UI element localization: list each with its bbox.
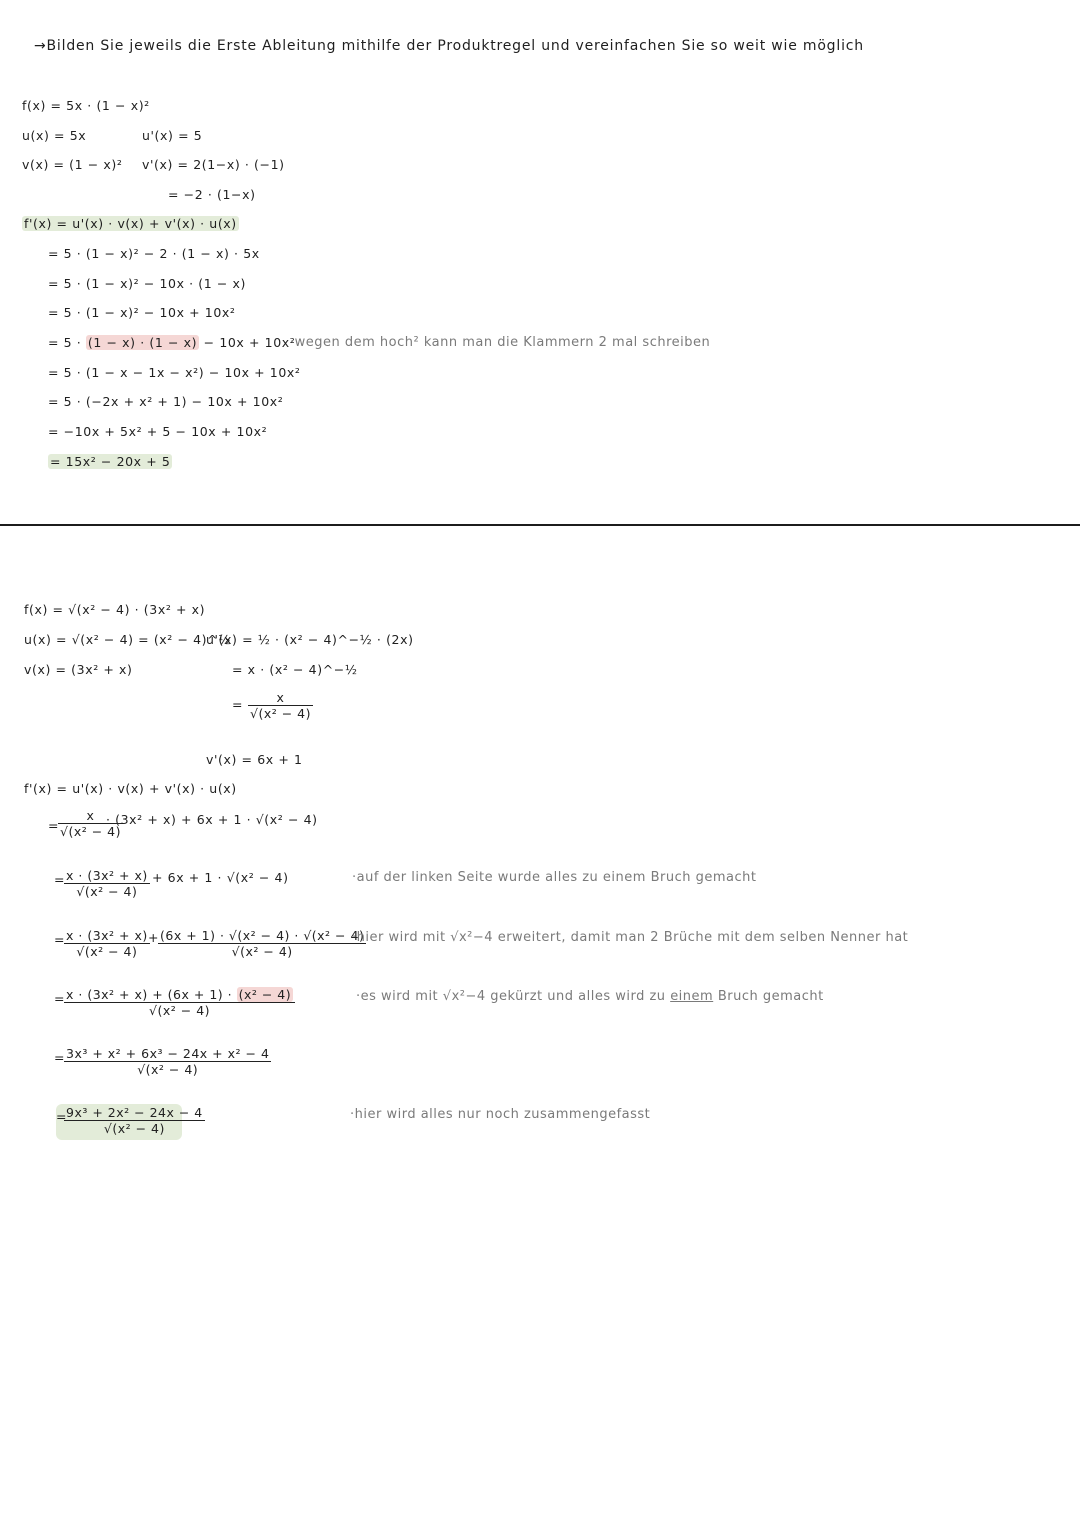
step-suffix: − 10x + 10x² (199, 335, 296, 350)
denominator: √(x² − 4) (103, 1121, 165, 1136)
step-prefix: = 5 · (48, 335, 86, 350)
plus-sign: + (148, 930, 160, 945)
numerator: 9x³ + 2x² − 24x − 4 (66, 1105, 203, 1120)
equals-sign: = (54, 872, 66, 887)
equals-sign: = (56, 1109, 68, 1124)
bracket-highlight: (1 − x) · (1 − x) (87, 335, 198, 350)
u-definition: u(x) = 5x (22, 128, 87, 143)
denominator: √(x² − 4) (76, 884, 138, 899)
equals-sign: = (54, 932, 66, 947)
equals-sign: = (48, 818, 60, 833)
numerator: (6x + 1) · √(x² − 4) · √(x² − 4) (160, 928, 365, 943)
step3-fraction (64, 928, 150, 959)
step2-rest: + 6x + 1 · √(x² − 4) (152, 870, 289, 885)
denominator: √(x² − 4) (149, 1003, 211, 1018)
numerator: x · (3x² + x) (66, 868, 148, 883)
numerator: x (58, 808, 123, 824)
result-line (48, 454, 172, 469)
step-line: = 5 · (1 − x)² − 10x · (1 − x) (48, 276, 247, 291)
function-definition-2: f(x) = √(x² − 4) · (3x² + x) (24, 602, 206, 617)
note-expand: ·hier wird mit √x²−4 erweitert, damit man 2 Brüche mit dem selben Nenner hat (352, 930, 909, 945)
step5-fraction (64, 1046, 271, 1077)
step-line-highlighted (48, 335, 295, 350)
note-reduce-underlined: einem (670, 989, 714, 1004)
denominator: √(x² − 4) (231, 944, 293, 959)
section-divider (0, 524, 1080, 526)
u-prime-step-2: = x · (x² − 4)^−½ (232, 662, 358, 677)
product-rule-2: f'(x) = u'(x) · v(x) + v'(x) · u(x) (24, 781, 237, 796)
denominator: √(x² − 4) (76, 944, 138, 959)
u-prime-definition-2: u'(x) = ½ · (x² − 4)^−½ · (2x) (206, 632, 414, 647)
step-line: = 5 · (1 − x)² − 2 · (1 − x) · 5x (48, 246, 260, 261)
product-rule-text: f'(x) = u'(x) · v(x) + v'(x) · u(x) (24, 216, 237, 231)
note-reduce-a: ·es wird mit √x²−4 gekürzt und alles wird zu (356, 989, 671, 1004)
note-reduce-c: Bruch gemacht (713, 989, 824, 1004)
denominator: √(x² − 4) (60, 824, 122, 839)
result-fraction (64, 1105, 205, 1136)
factor-highlight: (x² − 4) (238, 987, 292, 1002)
v-prime-simplified: = −2 · (1−x) (168, 187, 256, 202)
step-line: = 5 · (1 − x)² − 10x + 10x² (48, 305, 236, 320)
result-text: = 15x² − 20x + 5 (50, 454, 171, 469)
instruction-text: →Bilden Sie jeweils die Erste Ableitung mithilfe der Produktregel und vereinfachen Sie so weit wie möglich (34, 38, 864, 54)
step3-fraction-2 (158, 928, 366, 959)
u-definition-2: u(x) = √(x² − 4) = (x² − 4)^½ (24, 632, 231, 647)
v-definition-2: v(x) = (3x² + x) (24, 662, 133, 677)
step-line: = 5 · (1 − x − 1x − x²) − 10x + 10x² (48, 365, 301, 380)
equals-sign: = (54, 1050, 66, 1065)
step1-rest: · (3x² + x) + 6x + 1 · √(x² − 4) (106, 812, 318, 827)
step2-fraction (64, 868, 150, 899)
v-prime-definition: v'(x) = 2(1−x) · (−1) (142, 157, 285, 172)
u-prime-definition: u'(x) = 5 (142, 128, 203, 143)
function-definition: f(x) = 5x · (1 − x)² (22, 98, 150, 113)
u-prime-fraction (248, 690, 313, 721)
note-summarize: ·hier wird alles nur noch zusammengefasst (350, 1107, 651, 1122)
equals-sign: = (54, 991, 66, 1006)
step-line: = −10x + 5x² + 5 − 10x + 10x² (48, 424, 268, 439)
note-one-fraction: ·auf der linken Seite wurde alles zu einem Bruch gemacht (352, 870, 757, 885)
denominator: √(x² − 4) (250, 706, 312, 721)
step4-fraction (64, 987, 295, 1018)
product-rule (22, 216, 239, 231)
equals-sign: = (232, 697, 244, 712)
numerator (64, 987, 295, 1003)
numerator: x (248, 690, 313, 706)
numerator: x · (3x² + x) (66, 928, 148, 943)
note-reduce (356, 989, 824, 1004)
numerator-part: x · (3x² + x) + (6x + 1) · (66, 987, 237, 1002)
note-brackets: ·wegen dem hoch² kann man die Klammern 2 mal schreiben (290, 335, 711, 350)
v-definition: v(x) = (1 − x)² (22, 157, 123, 172)
numerator: 3x³ + x² + 6x³ − 24x + x² − 4 (66, 1046, 270, 1061)
v-prime-definition-2: v'(x) = 6x + 1 (206, 752, 303, 767)
step-line: = 5 · (−2x + x² + 1) − 10x + 10x² (48, 394, 284, 409)
denominator: √(x² − 4) (137, 1062, 199, 1077)
